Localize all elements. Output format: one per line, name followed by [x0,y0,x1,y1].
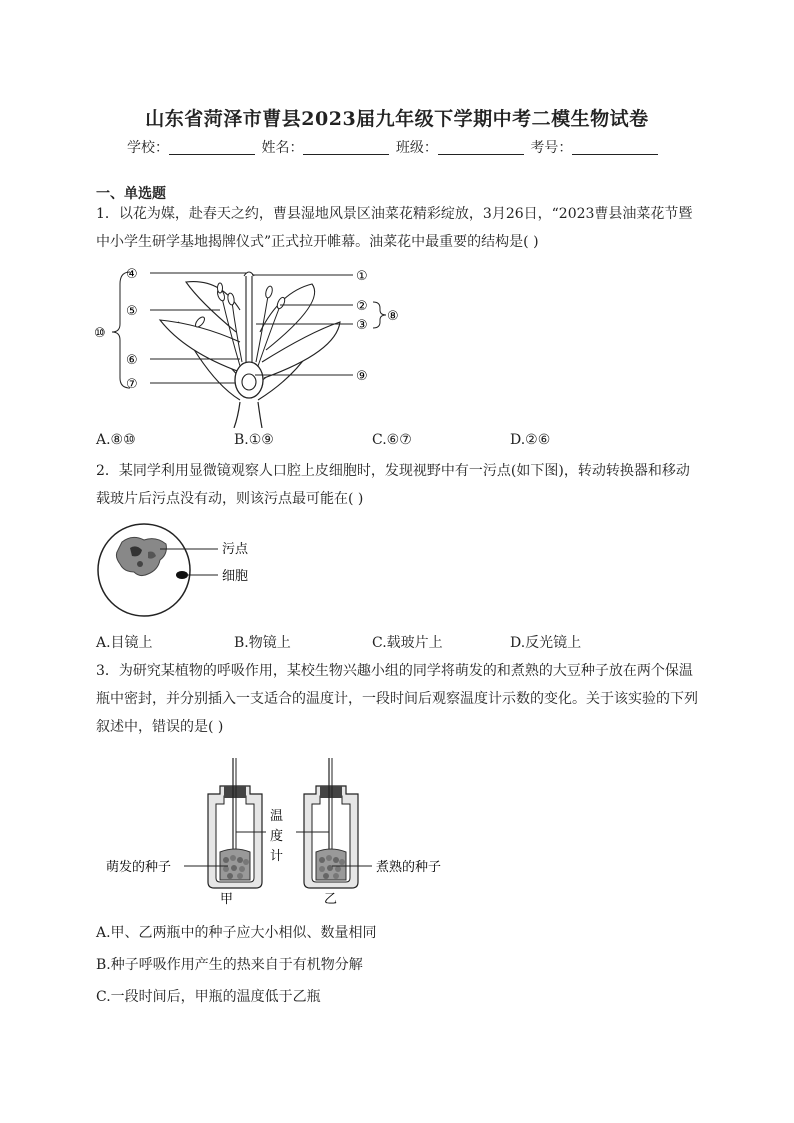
label-thermo-3: 计 [270,849,284,864]
label-germinated-seeds: 萌发的种子 [106,860,172,875]
label-7: ⑦ [126,377,138,392]
name-label: 姓名： [261,140,304,156]
number-field[interactable] [572,140,658,155]
label-6: ⑥ [126,353,138,368]
q2-option-c[interactable]: C.载玻片上 [372,635,443,651]
class-field[interactable] [438,140,524,155]
label-cell: 细胞 [222,569,249,584]
q3-option-a[interactable]: A.甲、乙两瓶中的种子应大小相似、数量相同 [96,925,377,941]
q1-option-c[interactable]: C.⑥⑦ [372,432,412,448]
number-label: 考号： [530,140,573,156]
thermos-experiment-diagram [100,756,460,906]
label-4: ④ [126,267,138,282]
name-field[interactable] [303,140,389,155]
label-10: ⑩ [94,326,106,341]
label-2: ② [356,299,368,314]
label-jia: 甲 [220,892,234,906]
label-3: ③ [356,318,368,333]
flask-jia [208,758,262,888]
student-info-line [127,137,660,157]
label-yi: 乙 [324,892,338,906]
section-heading: 一、单选题 [96,186,166,202]
q3-option-b[interactable]: B.种子呼吸作用产生的热来自于有机物分解 [96,957,363,973]
page-title: 山东省菏泽市曹县2023届九年级下学期中考二模生物试卷 [145,108,649,130]
school-label: 学校： [127,140,169,156]
label-8: ⑧ [387,309,399,324]
q2-option-d[interactable]: D.反光镜上 [510,635,582,651]
flower-structure-diagram [90,262,410,428]
q2-option-b[interactable]: B.物镜上 [234,635,291,651]
label-5: ⑤ [126,304,138,319]
label-thermo-1: 温 [270,809,284,824]
label-1: ① [356,269,368,284]
q3-option-c[interactable]: C.一段时间后，甲瓶的温度低于乙瓶 [96,989,321,1005]
q1-option-a[interactable]: A.⑧⑩ [96,432,136,448]
question-1-text: 1．以花为媒，赴春天之约，曹县湿地风景区油菜花精彩绽放，3月26日，“2023曹县油菜花节暨中小学生研学基地揭牌仪式”正式拉开帷幕。油菜花中最重要的结构是( ) [96,206,693,250]
label-cooked-seeds: 煮熟的种子 [376,860,442,875]
label-thermo-2: 度 [270,829,284,844]
label-9: ⑨ [356,369,368,384]
question-3-text: 3．为研究某植物的呼吸作用，某校生物兴趣小组的同学将萌发的和煮熟的大豆种子放在两个保温瓶中密封，并分别插入一支适合的温度计，一段时间后观察温度计示数的变化。关于该实验的下列叙述中，错误的是( ) [96,663,698,735]
school-field[interactable] [169,140,255,155]
label-spot: 污点 [222,542,249,557]
microscope-field-diagram [96,520,276,620]
question-2-text: 2．某同学利用显微镜观察人口腔上皮细胞时，发现视野中有一污点(如下图)，转动转换器和移动载玻片后污点没有动，则该污点最可能在( ) [96,463,690,507]
q2-option-a[interactable]: A.目镜上 [96,635,153,651]
flask-yi [304,758,358,888]
class-label: 班级： [395,140,438,156]
q1-option-d[interactable]: D.②⑥ [510,432,551,448]
q1-option-b[interactable]: B.①⑨ [234,432,274,448]
